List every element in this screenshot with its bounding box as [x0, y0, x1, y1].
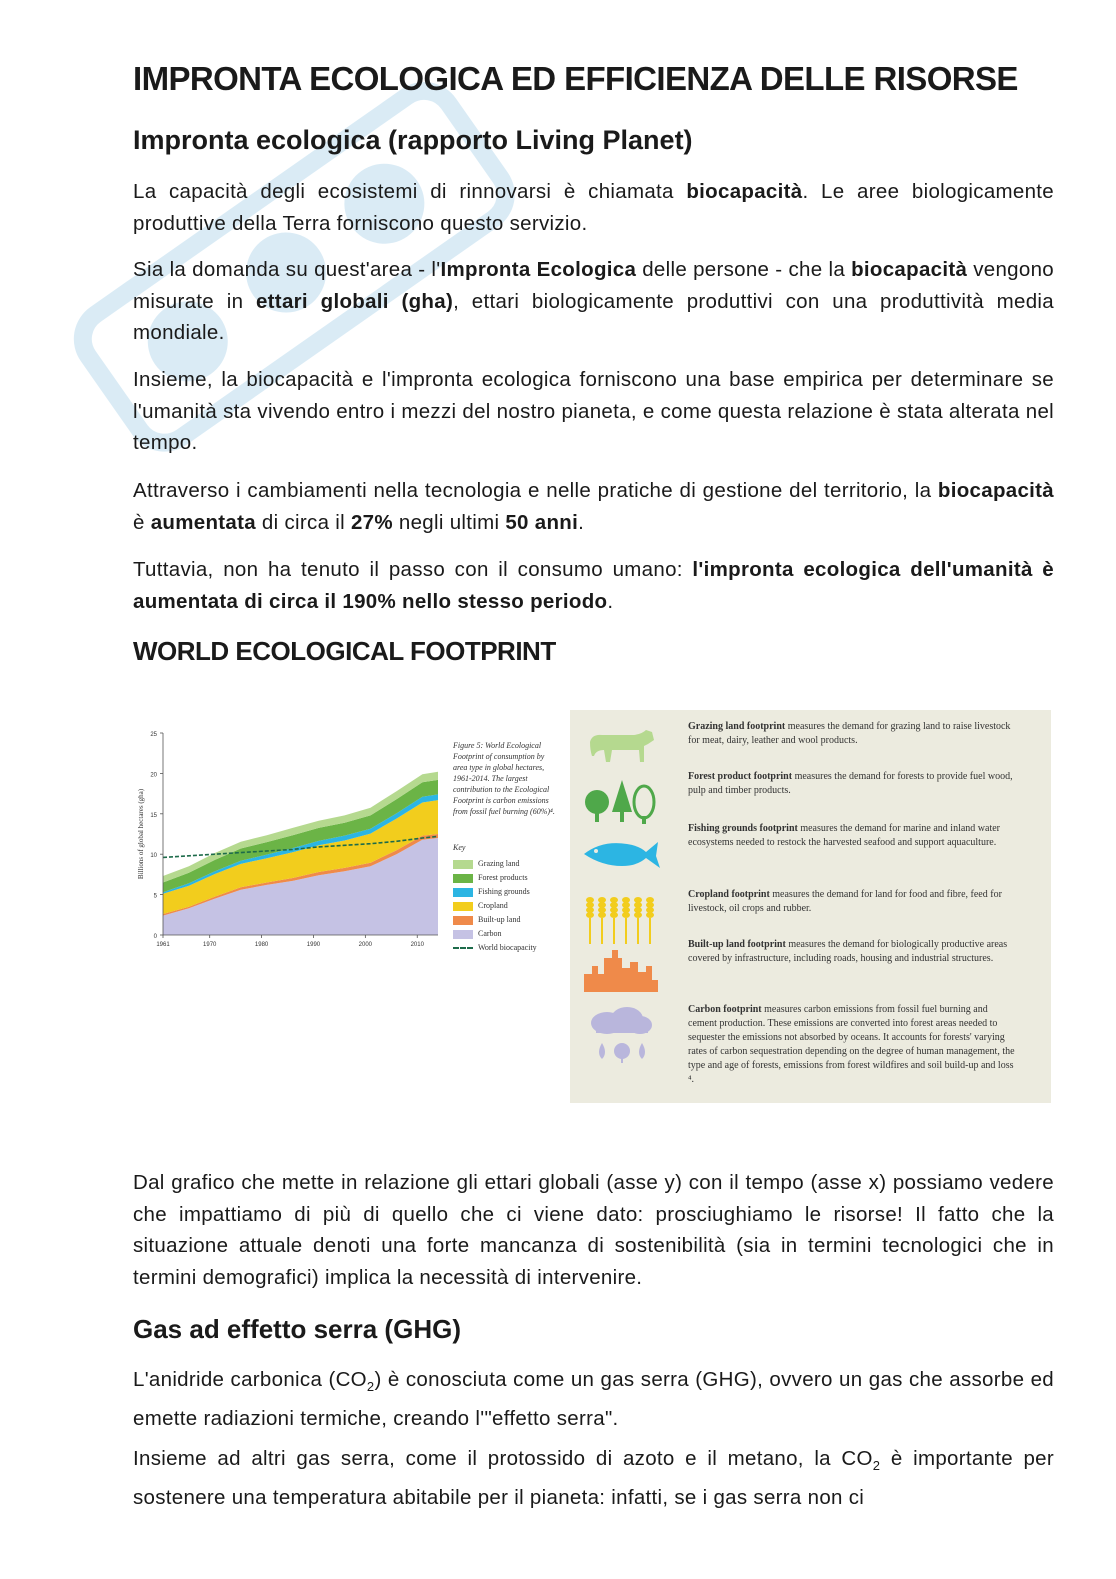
legend-desc-text: measures carbon emissions from fossil fuel burning and cement production. These emissions are converted into forest areas needed to sequester the emissions not absorbed by oceans. It accounts for forests' varying rates of carbon sequestration depending on the degree of human management, the type and age of forests, emissions from forest wildfires and soil build-up and loss ⁴. [688, 1004, 1015, 1085]
key-label: Fishing grounds [478, 887, 530, 896]
text-run: La capacità degli ecosistemi di rinnovarsi è chiamata [133, 180, 687, 203]
text-run: vengono misurate in [133, 258, 1054, 313]
text-run: Attraverso i cambiamenti nella tecnologia e nelle pratiche di gestione del territorio, la [133, 479, 938, 502]
key-swatch [453, 860, 473, 869]
key-label: Forest products [478, 873, 528, 882]
legend-term: Cropland footprint [688, 889, 770, 900]
legend-description [688, 888, 1018, 916]
paragraph-biocapacita [133, 176, 1054, 239]
legend-term: Forest product footprint [688, 771, 793, 782]
key-item [453, 886, 530, 898]
text-run: . Le aree biologicamente produttive della Terra forniscono questo servizio. [133, 180, 1054, 235]
legend-term: Grazing land footprint [688, 721, 786, 732]
text-run: Dal grafico che mette in relazione gli ettari globali (asse y) con il tempo (asse x) possiamo vedere che impattiamo di più di quello che ci viene dato: prosciughiamo le risorse! Il fatto che la situazione attuale denoti una forte mancanza di sostenibilità (sia in termini tecnologici che in termini demografici) implica la necessità di intervenire. [133, 1171, 1054, 1289]
key-label: Built-up land [478, 915, 521, 924]
text-run: L'anidride carbonica (CO [133, 1368, 367, 1391]
cloud-icon [582, 1005, 662, 1065]
legend-description [688, 1003, 1018, 1087]
y-tick-label: 15 [150, 812, 157, 819]
text-run: di circa il [255, 510, 351, 534]
text-run: delle persone - che la [636, 258, 852, 281]
bold-text: Impronta Ecologica [440, 258, 637, 281]
legend-desc-text: measures the demand for land for food and fibre, feed for livestock, oil crops and rubber. [688, 889, 1002, 914]
fish-icon [582, 824, 662, 884]
key-item [453, 914, 520, 926]
x-tick-label: 1970 [203, 942, 217, 948]
x-tick-label: 2000 [358, 942, 373, 948]
subscript-text: 2 [366, 1379, 375, 1395]
legend-desc-text: measures the demand for marine and inland water ecosystems needed to restock the harvested seafood and support aquaculture. [688, 823, 1000, 848]
key-title: Key [453, 843, 466, 852]
legend-term: Carbon footprint [688, 1004, 762, 1015]
text-run: Insieme, la biocapacità e l'impronta ecologica forniscono una base empirica per determinare se l'umanità sta vivendo entro i mezzi del nostro pianeta, e come questa relazione è stata alterata nel tempo. [133, 368, 1054, 454]
key-label: World biocapacity [478, 943, 537, 952]
legend-term: Fishing grounds footprint [688, 823, 798, 834]
paragraph-altri-gas [133, 1443, 1054, 1513]
city-icon [582, 940, 662, 1000]
text-run: Insieme ad altri gas serra, come il protossido di azoto e il metano, la CO [133, 1447, 873, 1470]
bold-text: 50 anni [505, 510, 579, 534]
paragraph-base-empirica [133, 364, 1054, 459]
key-swatch [453, 888, 473, 897]
page-title: IMPRONTA ECOLOGICA ED EFFICIENZA DELLE RISORSE [133, 60, 1018, 97]
text-run: , ettari biologicamente produttivi con una produttività media mondiale. [133, 289, 1054, 344]
y-tick-label: 5 [153, 893, 157, 900]
key-label: Cropland [478, 901, 508, 910]
key-label: Carbon [478, 929, 502, 938]
text-run: ) è conosciuta come un gas serra (GHG), ovvero un gas che assorbe ed emette radiazioni termiche, creando l'"effetto serra". [133, 1368, 1054, 1430]
x-tick-label: 2010 [410, 942, 424, 948]
paragraph-grafico [133, 1167, 1054, 1293]
y-axis-label: Billions of global hectares (gha) [137, 788, 145, 880]
text-run: . [578, 510, 585, 534]
paragraph-co2 [133, 1364, 1054, 1434]
text-run: Sia la domanda su quest'area - l' [133, 258, 441, 281]
key-item [453, 928, 502, 940]
bold-text: 27% [350, 510, 393, 534]
bold-text: biocapacità [851, 258, 968, 281]
section-heading-impronta: Impronta ecologica (rapporto Living Planet) [133, 125, 693, 155]
footprint-chart [133, 725, 443, 960]
y-tick-label: 0 [153, 934, 157, 940]
key-item [453, 858, 520, 870]
text-run: negli ultimi [392, 510, 506, 534]
legend-description [688, 720, 1018, 748]
footprint-legend-panel [570, 710, 1051, 1103]
legend-description [688, 938, 1018, 966]
paragraph-aumento-biocapacita [133, 475, 1054, 538]
section-heading-ghg: Gas ad effetto serra (GHG) [133, 1314, 461, 1344]
section-heading-world-footprint: WORLD ECOLOGICAL FOOTPRINT [133, 636, 556, 666]
text-run: è [133, 510, 151, 534]
y-tick-label: 25 [150, 732, 157, 738]
legend-description [688, 770, 1018, 798]
bold-text: biocapacità [937, 479, 1054, 502]
figure-caption: Figure 5: World Ecological Footprint of consumption by area type in global hectares, 1961-2014. The largest contribution to the Ecological Footprint is carbon emissions from fossil fuel burning (60%)⁴. [453, 741, 555, 816]
footprint-figure [133, 710, 1054, 1105]
paragraph-misura [133, 254, 1054, 349]
bold-text: aumentata [150, 510, 256, 534]
trees-icon [582, 772, 662, 832]
y-tick-label: 10 [150, 853, 157, 860]
legend-description [688, 822, 1018, 850]
text-run: . [607, 589, 614, 613]
x-tick-label: 1980 [254, 942, 269, 948]
key-swatch [453, 902, 473, 911]
subscript-text: 2 [872, 1458, 881, 1474]
key-item-biocapacity [453, 942, 537, 954]
legend-desc-text: measures the demand for biologically productive areas covered by infrastructure, including roads, housing and industrial structures. [688, 939, 1008, 964]
key-dash [453, 947, 473, 949]
bold-text: l'impronta ecologica dell'umanità è aumentata di circa il 190% nello stesso periodo [133, 558, 1054, 613]
key-label: Grazing land [478, 859, 520, 868]
footprint-chart-area [133, 725, 563, 960]
x-tick-label: 1961 [156, 942, 170, 948]
paragraph-aumento-impronta [133, 554, 1054, 617]
legend-term: Built-up land footprint [688, 939, 786, 950]
key-item [453, 872, 528, 884]
text-run: è importante per sostenere una temperatura abitabile per il pianeta: infatti, se i gas serra non ci [133, 1447, 1055, 1509]
key-swatch [453, 874, 473, 883]
legend-desc-text: measures the demand for forests to provide fuel wood, pulp and timber products. [688, 771, 1013, 796]
text-run: Tuttavia, non ha tenuto il passo con il consumo umano: [133, 558, 693, 581]
bold-text: biocapacità [686, 180, 803, 203]
y-tick-label: 20 [150, 772, 157, 779]
x-tick-label: 1990 [306, 942, 321, 948]
legend-desc-text: measures the demand for grazing land to raise livestock for meat, dairy, leather and wool products. [688, 721, 1011, 746]
bold-text: ettari globali (gha) [255, 289, 454, 313]
key-swatch [453, 930, 473, 939]
key-swatch [453, 916, 473, 925]
key-item [453, 900, 508, 912]
